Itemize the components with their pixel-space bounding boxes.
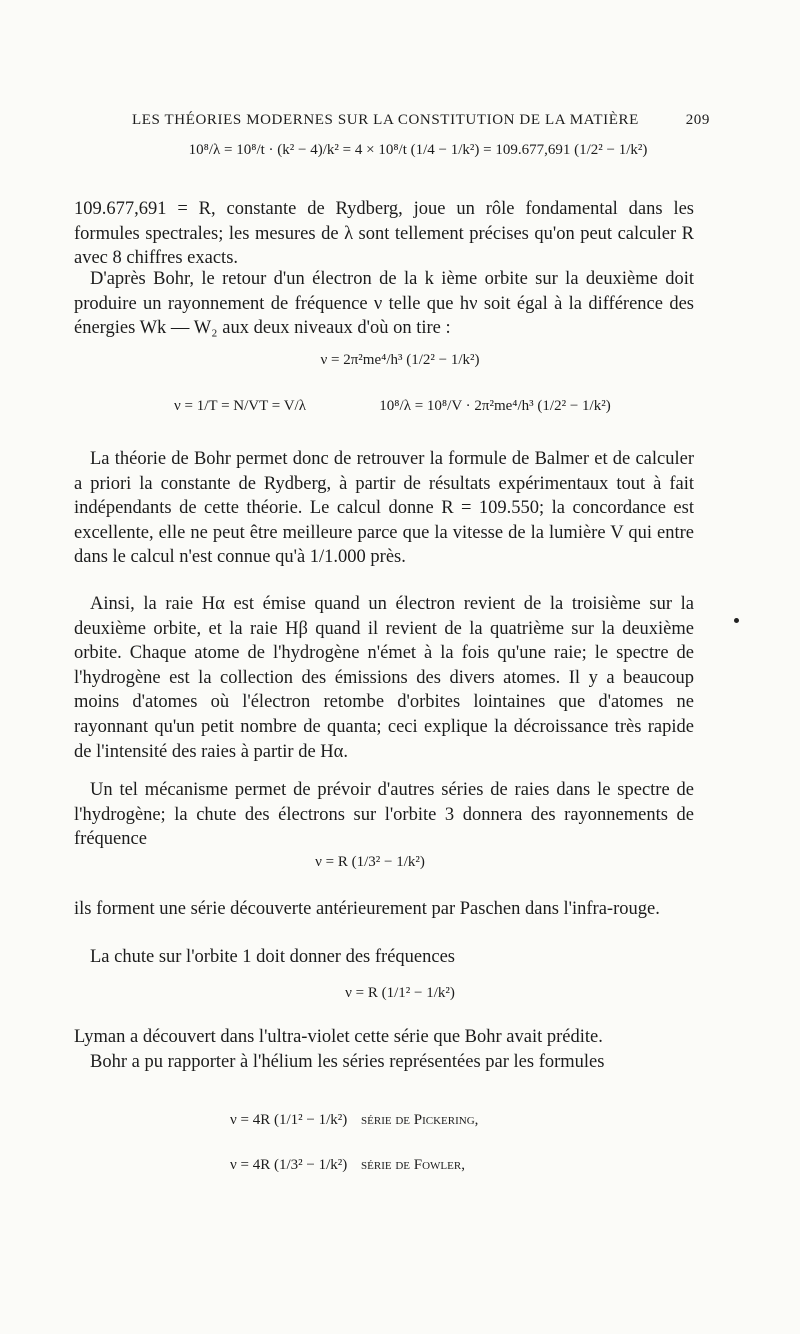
- paragraph-3: La théorie de Bohr permet donc de retrouver la formule de Balmer et de calculer a priori la constante de Rydberg, à partir de résultats expérimentaux tout à fait indépendants de cette théorie. Le calcul donne R = 109.550; la concordance est excellente, elle ne peut être meilleure parce que la vitesse de la lumière V qui entre dans le calcul n'est connue qu'à 1/1.000 près.: [74, 449, 694, 568]
- margin-mark: [734, 618, 739, 623]
- paragraph-5: Un tel mécanisme permet de prévoir d'autres séries de raies dans le spectre de l'hydrogène; la chute des électrons sur l'orbite 3 donnera des rayonnements de fréquence: [74, 780, 694, 850]
- paragraph-9: Bohr a pu rapporter à l'hélium les séries représentées par les formules: [90, 1052, 605, 1072]
- equation-fowler: ν = 4R (1/3² − 1/k²) série de Fowler,: [230, 1157, 465, 1173]
- paragraph-6: ils forment une série découverte antérieurement par Paschen dans l'infra-rouge.: [74, 899, 660, 919]
- equation-rydberg-constant: 10⁸/λ = 10⁸/t · (k² − 4)/k² = 4 × 10⁸/t (1/4 − 1/k²) = 109.677,691 (1/2² − 1/k²): [188, 142, 648, 158]
- equation-pickering: ν = 4R (1/1² − 1/k²) série de Pickering,: [230, 1112, 479, 1128]
- equation-bohr-frequency: ν = 2π²me⁴/h³ (1/2² − 1/k²): [320, 352, 480, 368]
- fowler-label: série de Fowler,: [361, 1157, 465, 1173]
- equation-wavelength-right: 10⁸/λ = 10⁸/V · 2π²me⁴/h³ (1/2² − 1/k²): [379, 398, 611, 414]
- header-title: LES THÉORIES MODERNES SUR LA CONSTITUTION DE LA MATIÈRE: [132, 112, 639, 128]
- paragraph-4: Ainsi, la raie Hα est émise quand un électron revient de la troisième sur la deuxième orbite, et la raie Hβ quand il revient de la quatrième sur la deuxième orbite. Chaque atome de l'hydrogène n'émet à la fois qu'une raie; le spectre de l'hydrogène est la collection des émissions des divers atomes. Il y a beaucoup moins d'atomes où l'électron retombe d'orbites lointaines que d'atomes ne rayonnant qu'un petit nombre de quanta; ceci explique la décroissance très rapide de l'intensité des raies à partir de Hα.: [74, 594, 694, 762]
- page-number: 209: [685, 112, 710, 128]
- paragraph-2: D'après Bohr, le retour d'un électron de la k ième orbite sur la deuxième doit produire un rayonnement de fréquence ν telle que hν soit égal à la différence des énergies Wk — W₂ aux deux niveaux d'où on tire :: [74, 269, 694, 339]
- equation-paschen: ν = R (1/3² − 1/k²): [315, 854, 425, 870]
- equation-wavelength-left: ν = 1/T = N/VT = V/λ: [174, 398, 306, 414]
- pickering-label: série de Pickering,: [361, 1112, 479, 1128]
- paragraph-1: 109.677,691 = R, constante de Rydberg, joue un rôle fondamental dans les formules spectrales; les mesures de λ sont tellement précises qu'on peut calculer R avec 8 chiffres exacts.: [74, 199, 694, 269]
- equation-lyman: ν = R (1/1² − 1/k²): [345, 985, 455, 1001]
- paragraph-7: La chute sur l'orbite 1 doit donner des fréquences: [90, 947, 455, 967]
- paragraph-8: Lyman a découvert dans l'ultra-violet cette série que Bohr avait prédite.: [74, 1027, 603, 1047]
